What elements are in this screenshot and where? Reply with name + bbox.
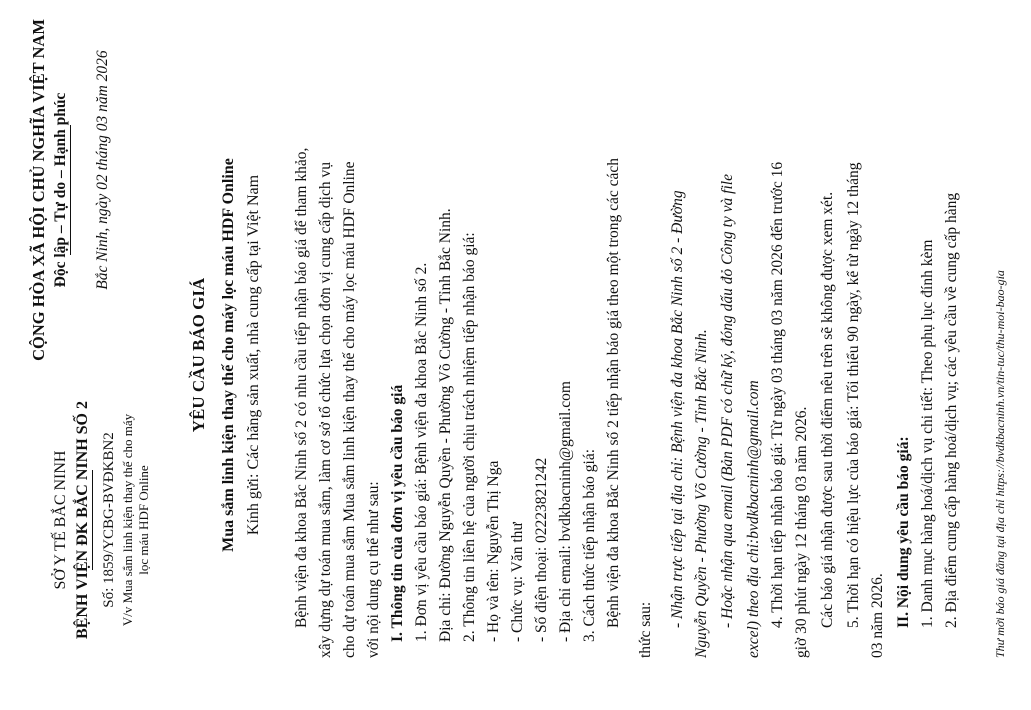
deadline-line-3: Các báo giá nhận được sau thời điểm nêu trên sẽ không được xem xét. <box>819 191 836 628</box>
s2-line-1: 1. Danh mục hàng hoá/dịch vụ chi tiết: Theo phụ lục đính kèm <box>919 239 936 628</box>
hospital-name: BỆNH VIỆN ĐK BẮC NINH SỐ 2 <box>74 401 91 639</box>
intro-line-2: xây dựng dự toán mua sắm, làm cơ sở tổ chức lựa chọn đơn vị cung cấp dịch vụ <box>317 162 334 658</box>
s1-line-8: 3. Cách thức tiếp nhận báo giá: <box>581 448 598 642</box>
national-motto: Độc lập – Tự do – Hạnh phúc <box>52 92 69 288</box>
deadline-line-1: 4. Thời hạn tiếp nhận báo giá: Từ ngày 03 tháng 03 năm 2026 đến trước 16 <box>769 161 786 628</box>
s1-line-7: - Địa chỉ email: bvdkbacninh@gmail.com <box>557 381 574 642</box>
intro-line-1: Bệnh viện đa khoa Bắc Ninh số 2 có nhu cầu tiếp nhận báo giá để tham khảo, <box>293 147 310 628</box>
deadline-line-2: giờ 30 phút ngày 12 tháng 03 năm 2026. <box>793 406 810 658</box>
s1-line-2: Địa chỉ: Đường Nguyễn Quyền - Phường Võ Cường - Tỉnh Bắc Ninh. <box>437 208 454 642</box>
s1-line-9: Bệnh viện đa khoa Bắc Ninh số 2 tiếp nhận báo giá theo một trong các cách <box>605 157 622 628</box>
s1-italic-line-3: - Hoặc nhận qua email (Bản PDF có chữ ký, đóng dấu đỏ Công ty và file <box>719 174 736 628</box>
document-title: YÊU CẦU BÁO GIÁ <box>189 277 208 433</box>
deadline-line-5: 03 năm 2026. <box>869 573 886 658</box>
date-place: Bắc Ninh, ngày 02 tháng 03 năm 2026 <box>94 50 111 290</box>
s1-italic-line-1: - Nhận trực tiếp tại địa chỉ: Bệnh viện đa khoa Bắc Ninh số 2 - Đường <box>669 190 686 628</box>
s1-italic-line-2: Nguyễn Quyền - Phường Võ Cường - Tỉnh Bắc Ninh. <box>693 329 710 658</box>
motto-underline <box>70 125 71 255</box>
s1-line-10: thức sau: <box>637 601 654 658</box>
s1-line-5: - Chức vụ: Văn thư <box>509 522 526 642</box>
s1-line-6: - Số điện thoại: 02223821242 <box>533 457 550 642</box>
recipient-line: Kính gửi: Các hãng sản xuất, nhà cung cấp tại Việt Nam <box>245 174 262 536</box>
country-name: CỘNG HÒA XÃ HỘI CHỦ NGHĨA VIỆT NAM <box>29 19 48 361</box>
s1-line-4: - Họ và tên: Nguyễn Thị Nga <box>485 460 502 642</box>
subject-line-2: lọc máu HDF Online <box>136 465 151 575</box>
s1-line-3: 2. Thông tin liên hệ của người chịu trách nhiệm tiếp nhận báo giá: <box>461 232 478 642</box>
subject-line-1: V/v Mua sắm linh kiện thay thế cho máy <box>120 413 135 627</box>
document-subtitle: Mua sắm linh kiện thay thế cho máy lọc máu HDF Online <box>220 158 237 552</box>
section-2-heading: II. Nội dung yêu cầu báo giá: <box>895 436 912 628</box>
footer-note: Thư mời báo giá đăng tại địa chỉ https://bvdkbacninh.vn/tin-tuc/thu-moi-bao-gia <box>993 270 1007 658</box>
s1-italic-line-4: excel) theo địa chỉ:bvdkbacninh@gmail.com <box>745 380 762 658</box>
section-1-heading: I. Thông tin của đơn vị yêu cầu báo giá <box>389 384 406 642</box>
s2-line-2: 2. Địa điểm cung cấp hàng hoá/dịch vụ; các yêu cầu về cung cấp hàng <box>943 192 960 628</box>
s1-line-1: 1. Đơn vị yêu cầu báo giá: Bệnh viện đa khoa Bắc Ninh số 2. <box>413 262 430 642</box>
document-number: Số: 1859/YCBG-BVĐKBN2 <box>101 432 117 608</box>
intro-line-4: với nội dung cụ thể như sau: <box>365 481 382 658</box>
hospital-underline <box>92 470 93 570</box>
agency-name: SỞ Y TẾ BẮC NINH <box>52 450 69 590</box>
intro-line-3: cho dự toán mua sắm Mua sắm linh kiện thay thế cho máy lọc máu HDF Online <box>341 161 358 658</box>
deadline-line-4: 5. Thời hạn có hiệu lực của báo giá: Tối thiểu 90 ngày, kể từ ngày 12 tháng <box>845 162 862 628</box>
